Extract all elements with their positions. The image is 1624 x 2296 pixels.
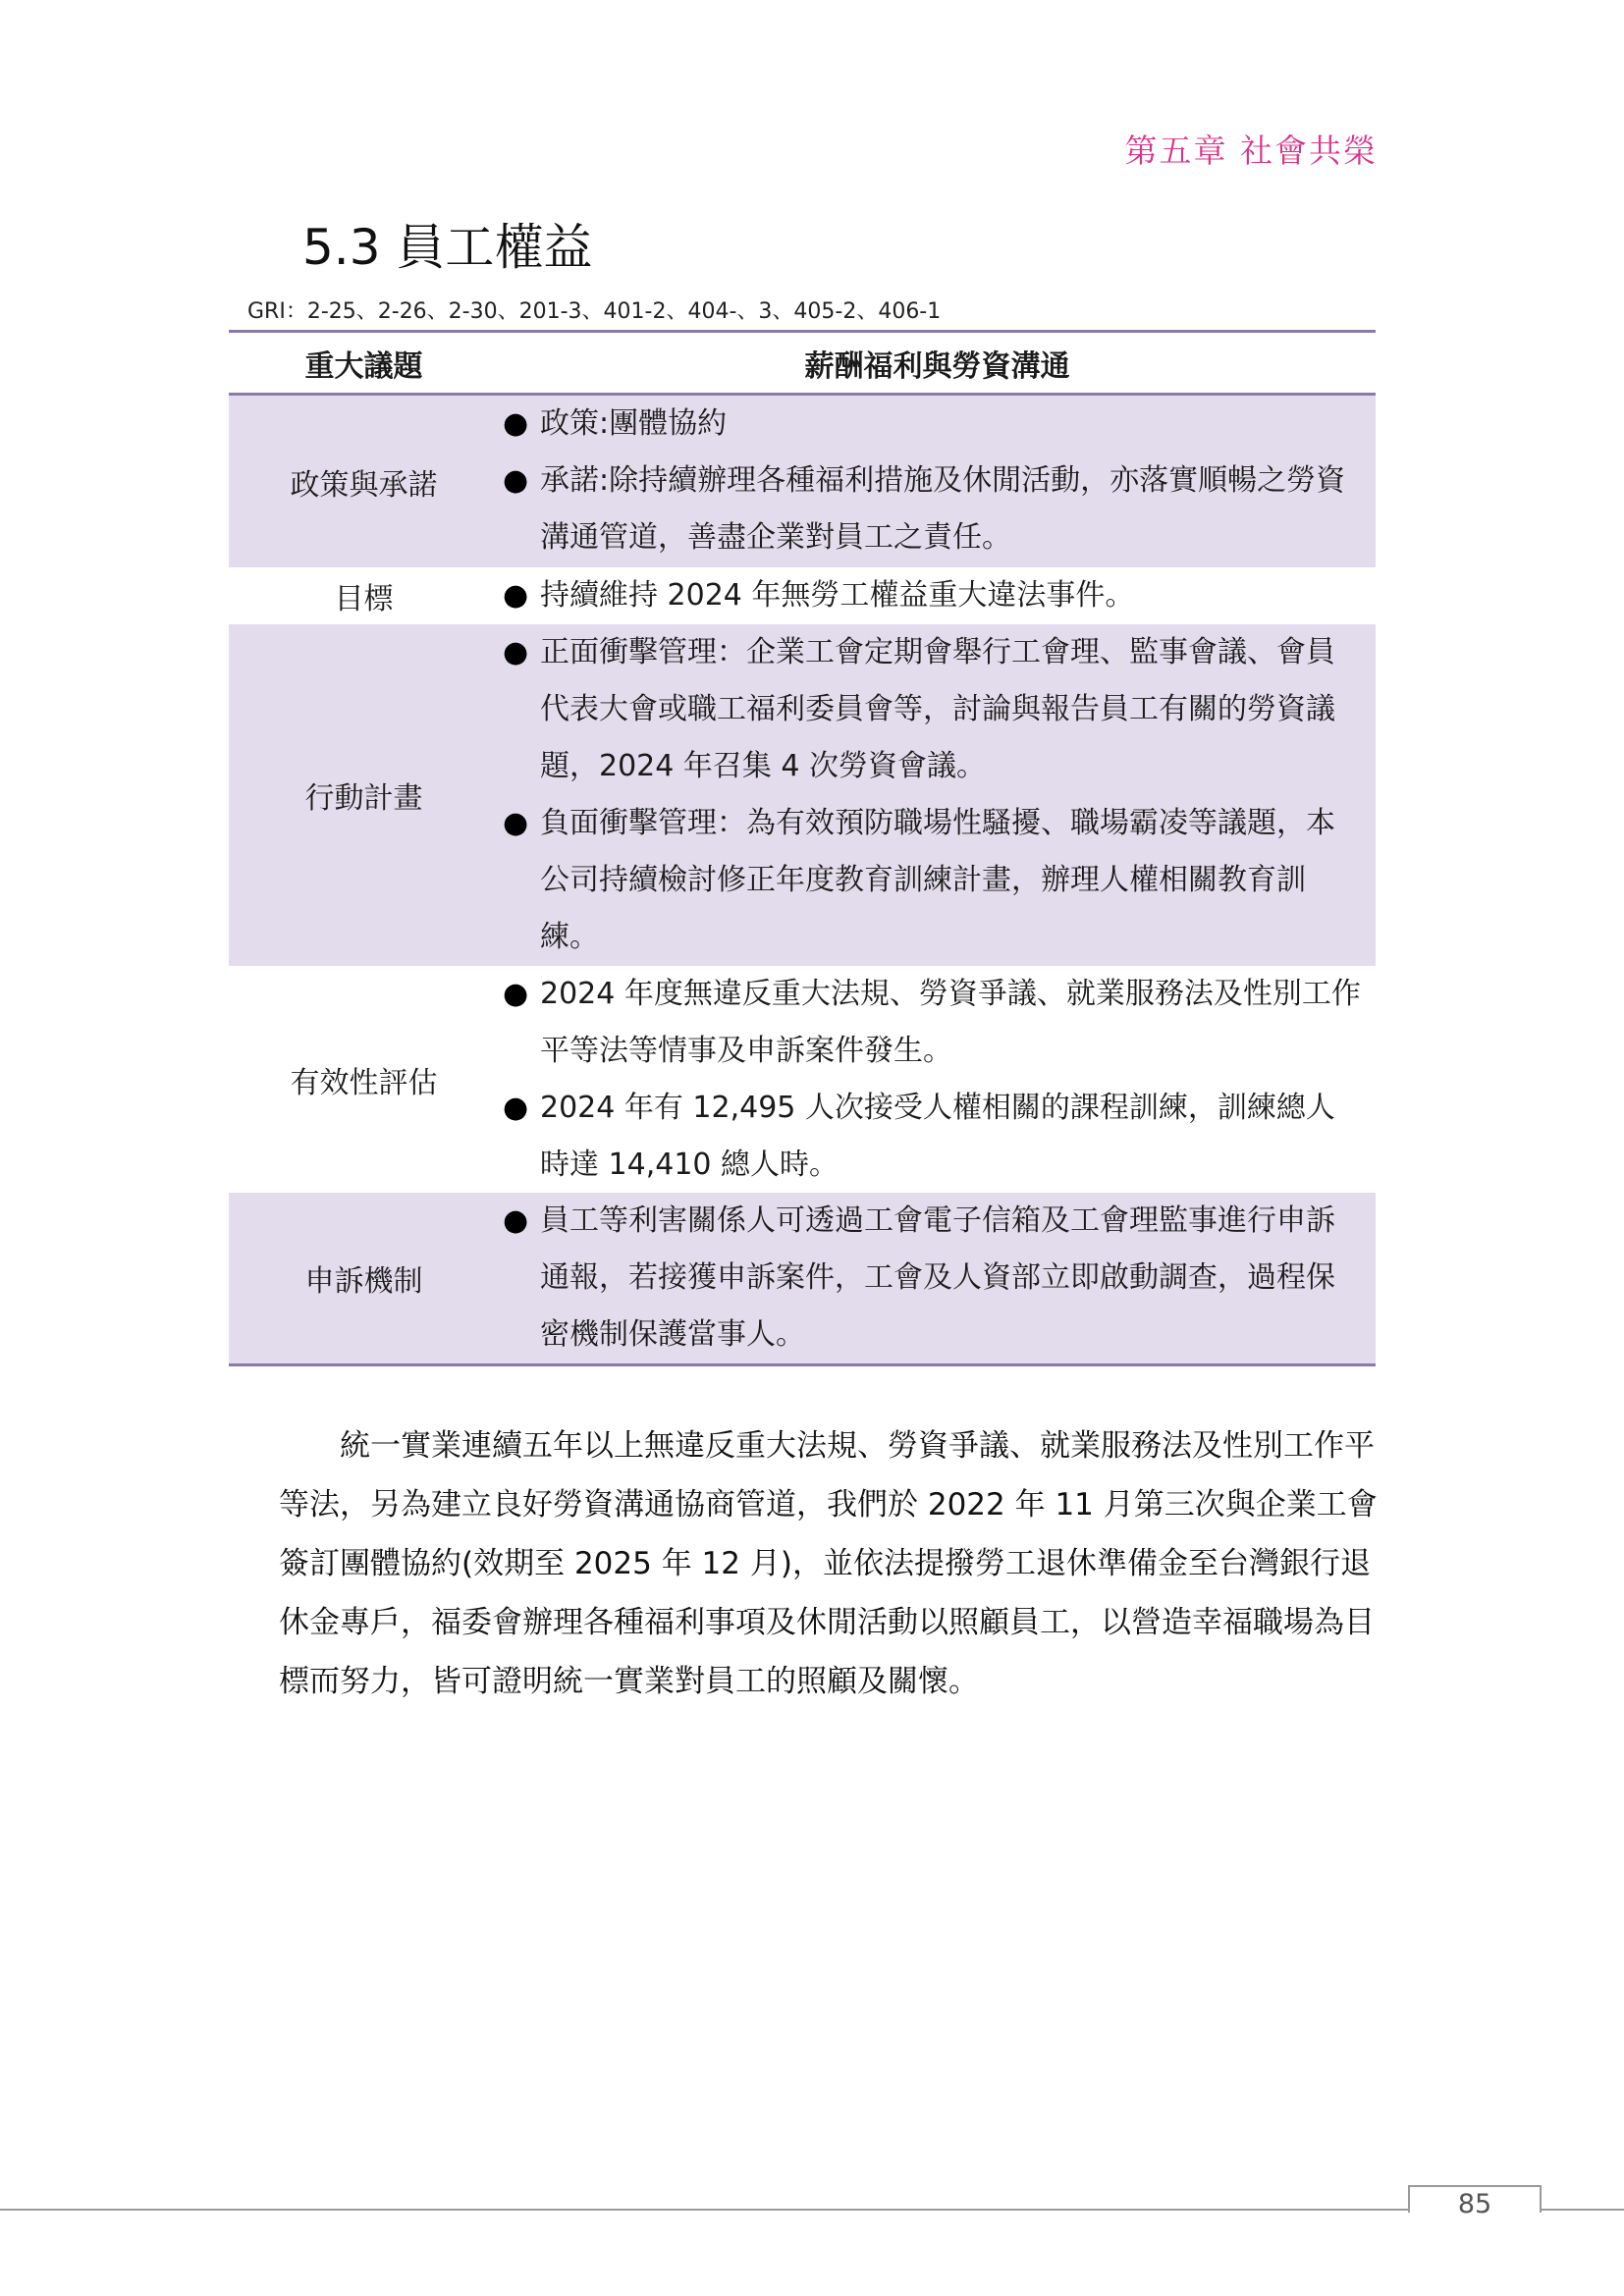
body-paragraph: 統一實業連續五年以上無違反重大法規、勞資爭議、就業服務法及性別工作平等法，另為建立良好勞資溝通協商管道，我們於 2022 年 11 月第三次與企業工會簽訂團體協約(效期至 2025 年 12 月)，並依法提撥勞工退休準備金至台灣銀行退休金專戶，福委會辦理各種福利事項及休閒活動以照顧員工，以營造幸福職場為目標而努力，皆可證明統一實業對員工的照顧及關懷。 — [279, 1428, 1378, 1699]
page-number: 85 — [1457, 2189, 1492, 2219]
list-item: ● 員工等利害關係人可透過工會電子信箱及工會理監事進行申訴通報，若接獲申訴案件，工會及人資部立即啟動調查，過程保密機制保護當事人。 — [499, 1193, 1376, 1363]
footer-rule — [0, 2209, 1624, 2211]
header-issue: 重大議題 — [304, 348, 423, 384]
list-item: ● 2024 年度無違反重大法規、勞資爭議、就業服務法及性別工作平等法等情事及申訴案件發生。 — [499, 966, 1376, 1080]
bullet-icon: ● — [503, 1203, 529, 1238]
row-issue: 行動計畫 — [304, 781, 423, 816]
list-item: ● 承諾:除持續辦理各種福利措施及休閒活動，亦落實順暢之勞資溝通管道，善盡企業對員工之責任。 — [499, 453, 1376, 566]
bullet-icon: ● — [503, 406, 529, 441]
row-issue: 政策與承諾 — [290, 467, 438, 503]
gri-reference: GRI：2-25、2-26、2-30、201-3、401-2、404-、3、405-2、406-1 — [247, 299, 942, 324]
list-item: ● 政策:團體協約 — [499, 396, 1376, 453]
table-row — [229, 1193, 1376, 1363]
list-item: ● 負面衝擊管理：為有效預防職場性騷擾、職場霸凌等議題，本公司持續檢討修正年度教育訓練計畫，辦理人權相關教育訓練。 — [499, 795, 1376, 966]
bullet-icon: ● — [503, 578, 529, 613]
list-item: ● 正面衝擊管理：企業工會定期會舉行工會理、監事會議、會員代表大會或職工福利委員會等，討論與報告員工有關的勞資議題，2024 年召集 4 次勞資會議。 — [499, 624, 1376, 795]
bullet-icon: ● — [503, 977, 529, 1011]
list-item: ● 2024 年有 12,495 人次接受人權相關的課程訓練，訓練總人時達 14,410 總人時。 — [499, 1080, 1376, 1194]
chapter-header: 第五章 社會共榮 — [1124, 132, 1378, 170]
table-header — [229, 333, 1376, 396]
row-issue: 申訴機制 — [304, 1264, 423, 1299]
table-row — [229, 396, 1376, 567]
bullet-icon: ● — [503, 1091, 529, 1125]
table-row — [229, 567, 1376, 624]
row-issue: 目標 — [334, 582, 394, 616]
bullet-icon: ● — [503, 806, 529, 840]
material-issue-table — [229, 330, 1376, 1366]
list-item: ● 持續維持 2024 年無勞工權益重大違法事件。 — [499, 567, 1376, 624]
bullet-icon: ● — [503, 635, 529, 669]
table-row — [229, 624, 1376, 966]
header-topic: 薪酬福利與勞資溝通 — [804, 348, 1070, 384]
section-title: 5.3 員工權益 — [302, 219, 593, 276]
table-row — [229, 966, 1376, 1193]
bullet-icon: ● — [503, 463, 529, 498]
row-issue: 有效性評估 — [290, 1065, 438, 1100]
